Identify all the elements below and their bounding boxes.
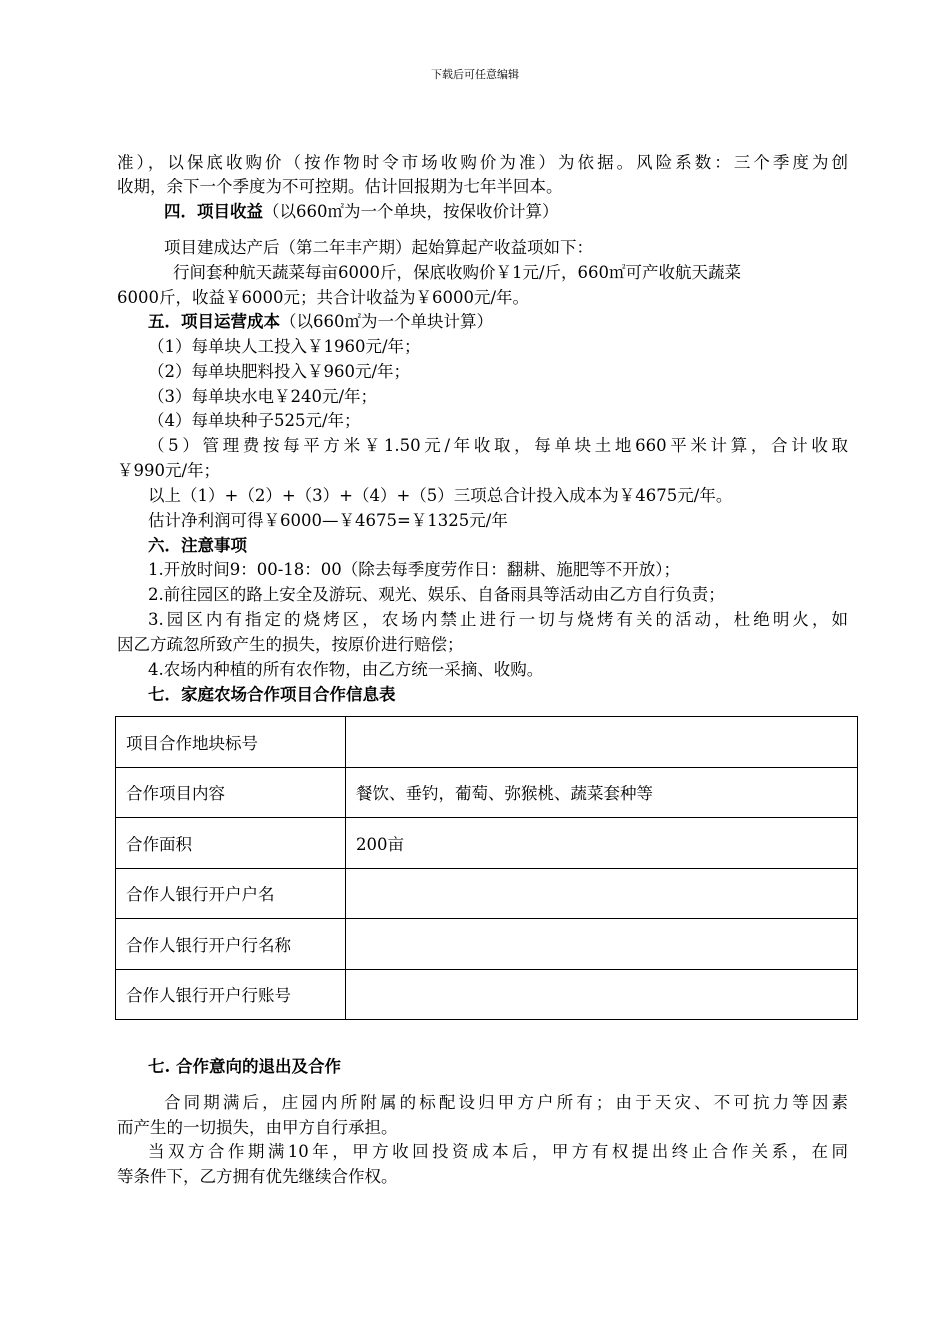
row-label: 合作面积	[116, 818, 346, 869]
notice-item: 1.开放时间9：00-18：00（除去每季度劳作日：翻耕、施肥等不开放）；	[148, 560, 681, 579]
row-value: 餐饮、垂钓，葡萄、弥猴桃、蔬菜套种等	[346, 767, 858, 818]
table-row	[116, 767, 858, 818]
notice-item: 3.园区内有指定的烧烤区，农场内禁止进行一切与烧烤有关的活动，杜绝明火，如	[148, 610, 848, 629]
body-line: 准），以保底收购价（按作物时令市场收购价为准）为依据。风险系数：三个季度为创	[117, 153, 848, 172]
section-4-title: 四．项目收益	[164, 202, 263, 221]
section-7-title: 七．家庭农场合作项目合作信息表	[148, 685, 396, 704]
body-line: 当双方合作期满10年，甲方收回投资成本后，甲方有权提出终止合作关系，在同	[148, 1142, 848, 1161]
cost-total: 以上（1）+（2）+（3）+（4）+（5）三项总合计投入成本为￥4675元/年。	[148, 486, 733, 505]
table-row	[116, 919, 858, 970]
body-line: 合同期满后，庄园内所附属的标配设归甲方户所有；由于天灾、不可抗力等因素	[164, 1093, 848, 1112]
row-value	[346, 717, 858, 768]
cost-item-cont: ￥990元/年；	[117, 461, 221, 480]
notice-item: 2.前往园区的路上安全及游玩、观光、娱乐、自备雨具等活动由乙方自行负责；	[148, 585, 725, 604]
body-line: 而产生的一切损失，由甲方自行承担。	[117, 1118, 398, 1137]
body-line: 行间套种航天蔬菜每亩6000斤，保底收购价￥1元/斤，660㎡可产收航天蔬菜	[173, 263, 742, 282]
section-6-title: 六．注意事项	[148, 536, 247, 555]
row-label: 项目合作地块标号	[116, 717, 346, 768]
cost-item: （3）每单块水电￥240元/年；	[148, 387, 378, 406]
table-row	[116, 969, 858, 1020]
row-label: 合作人银行开户行账号	[116, 969, 346, 1020]
section-5-note: （以660㎡为一个单块计算）	[280, 312, 493, 331]
row-label: 合作人银行开户户名	[116, 868, 346, 919]
profit-estimate: 估计净利润可得￥6000—￥4675=￥1325元/年	[148, 511, 508, 530]
cost-item: （1）每单块人工投入￥1960元/年；	[148, 337, 421, 356]
table-row	[116, 818, 858, 869]
notice-item: 4.农场内种植的所有农作物，由乙方统一采摘、收购。	[148, 660, 544, 679]
section-5-heading	[148, 310, 493, 334]
body-line: 等条件下，乙方拥有优先继续合作权。	[117, 1167, 398, 1186]
row-value	[346, 969, 858, 1020]
body-line: 6000斤，收益￥6000元；共合计收益为￥6000元/年。	[117, 288, 530, 307]
row-value: 200亩	[346, 818, 858, 869]
body-line: 项目建成达产后（第二年丰产期）起始算起产收益项如下：	[164, 238, 593, 257]
cost-item: （4）每单块种子525元/年；	[148, 411, 361, 430]
row-label: 合作项目内容	[116, 767, 346, 818]
cost-item: （2）每单块肥料投入￥960元/年；	[148, 362, 411, 381]
cost-item: （5）管理费按每平方米￥1.50元/年收取，每单块土地660平米计算，合计收取	[148, 436, 848, 455]
table-row	[116, 868, 858, 919]
notice-item-cont: 因乙方疏忽所致产生的损失，按原价进行赔偿；	[117, 635, 464, 654]
exit-section-title: 七. 合作意向的退出及合作	[148, 1057, 341, 1076]
row-value	[346, 868, 858, 919]
section-4-note: （以660㎡为一个单块，按保收价计算）	[263, 202, 559, 221]
section-4-heading	[164, 200, 559, 224]
row-value	[346, 919, 858, 970]
page-header-note: 下载后可任意编辑	[431, 68, 519, 81]
table-row	[116, 717, 858, 768]
section-5-title: 五．项目运营成本	[148, 312, 280, 331]
row-label: 合作人银行开户行名称	[116, 919, 346, 970]
body-line: 收期，余下一个季度为不可控期。估计回报期为七年半回本。	[117, 177, 563, 196]
cooperation-info-table	[115, 716, 858, 1020]
